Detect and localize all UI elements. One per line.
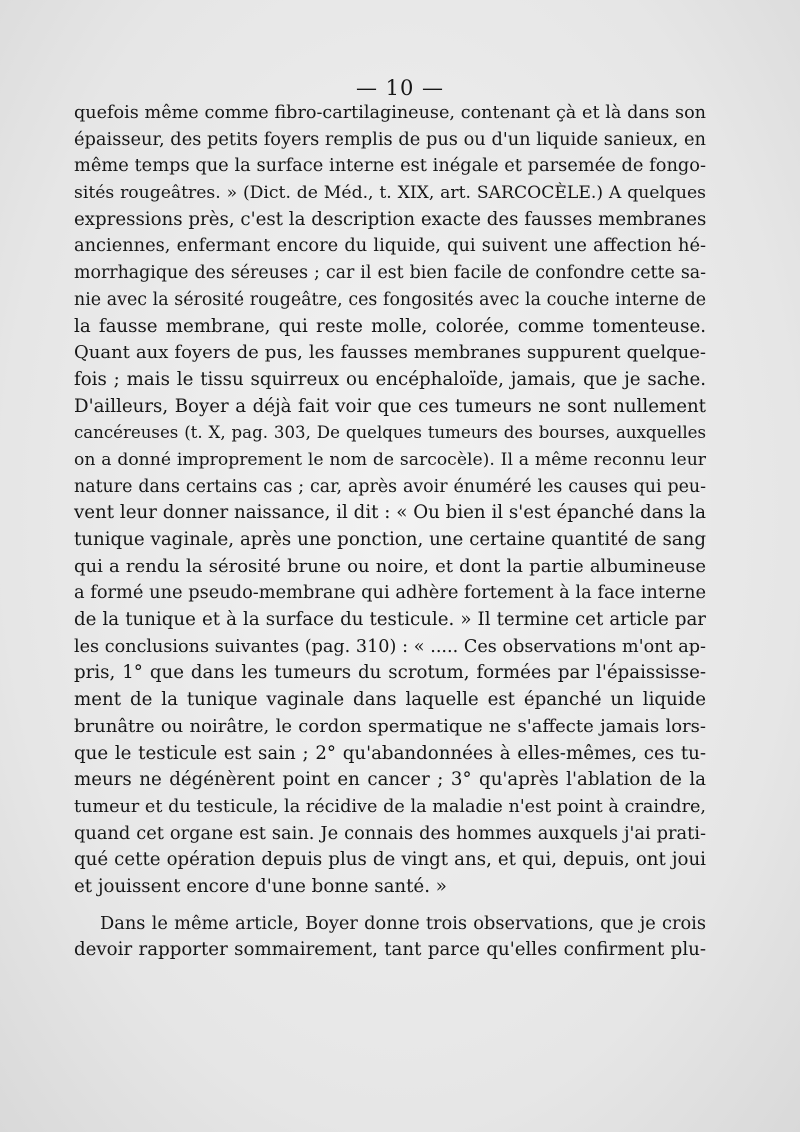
text-line: nie avec la sérosité rougeâtre, ces fongosités avec la couche interne de	[74, 289, 706, 310]
text-line: quand cet organe est sain. Je connais des hommes auxquels j'ai prati-	[74, 822, 706, 844]
text-line: morrhagique des séreuses ; car il est bien facile de confondre cette sa-	[74, 263, 706, 284]
text-line: vent leur donner naissance, il dit : « Ou bien il s'est épanché dans la	[74, 502, 706, 524]
page-number: — 10 —	[355, 76, 445, 100]
text-line: de la tunique et à la surface du testicule. » Il termine cet article par	[74, 609, 706, 631]
paragraph-gap	[74, 901, 706, 911]
text-line: nature dans certains cas ; car, après avoir énuméré les causes qui peu-	[74, 476, 706, 497]
text-line: la fausse membrane, qui reste molle, colorée, comme tomenteuse.	[74, 315, 706, 337]
text-line: tumeur et du testicule, la récidive de la maladie n'est point à craindre,	[74, 796, 706, 817]
text-line: qui a rendu la sérosité brune ou noire, et dont la partie albumineuse	[74, 555, 706, 577]
text-line: expressions près, c'est la description exacte des fausses membranes	[74, 208, 707, 230]
text-line: fois ; mais le tissu squirreux ou encéphaloïde, jamais, que je sache.	[74, 368, 706, 390]
text-line: qué cette opération depuis plus de vingt ans, et qui, depuis, ont joui	[74, 849, 706, 871]
text-line: anciennes, enfermant encore du liquide, qui suivent une affection hé-	[74, 235, 706, 257]
text-line: et jouissent encore d'une bonne santé. »	[74, 875, 447, 897]
text-line: brunâtre ou noirâtre, le cordon spermatique ne s'affecte jamais lors-	[74, 715, 706, 737]
paragraph-2	[74, 911, 706, 964]
text-line: tunique vaginale, après une ponction, une certaine quantité de sang	[74, 529, 706, 550]
text-line: sités rougeâtres. » (Dict. de Méd., t. XIX, art. SARCOCÈLE.) A quelques	[74, 183, 706, 204]
text-line: ment de la tunique vaginale dans laquelle est épanché un liquide	[74, 689, 706, 711]
text-line: que le testicule est sain ; 2° qu'abandonnées à elles-mêmes, ces tu-	[74, 742, 706, 764]
text-line: D'ailleurs, Boyer a déjà fait voir que ces tumeurs ne sont nullement	[74, 395, 706, 417]
text-line: Quant aux foyers de pus, les fausses membranes suppurent quelque-	[74, 342, 706, 364]
text-line: Dans le même article, Boyer donne trois observations, que je crois	[100, 912, 706, 934]
text-line: a formé une pseudo-membrane qui adhère fortement à la face interne	[74, 582, 706, 604]
text-line: cancéreuses (t. X, pag. 303, De quelques tumeurs des bourses, auxquelles	[74, 423, 706, 443]
text-line: pris, 1° que dans les tumeurs du scrotum, formées par l'épaississe-	[74, 662, 706, 684]
text-line: devoir rapporter sommairement, tant parce qu'elles confirment plu-	[74, 939, 706, 961]
text-line: meurs ne dégénèrent point en cancer ; 3° qu'après l'ablation de la	[74, 769, 706, 791]
text-line: épaisseur, des petits foyers remplis de pus ou d'un liquide sanieux, en	[74, 128, 706, 150]
text-line: les conclusions suivantes (pag. 310) : « ..... Ces observations m'ont ap-	[74, 636, 706, 657]
page-text	[74, 100, 706, 964]
paragraph-1	[74, 100, 706, 901]
text-line: même temps que la surface interne est inégale et parsemée de fongo-	[74, 155, 706, 177]
text-line: quefois même comme fibro-cartilagineuse, contenant çà et là dans son	[74, 103, 706, 123]
text-line: on a donné improprement le nom de sarcocèle). Il a même reconnu leur	[74, 449, 706, 470]
